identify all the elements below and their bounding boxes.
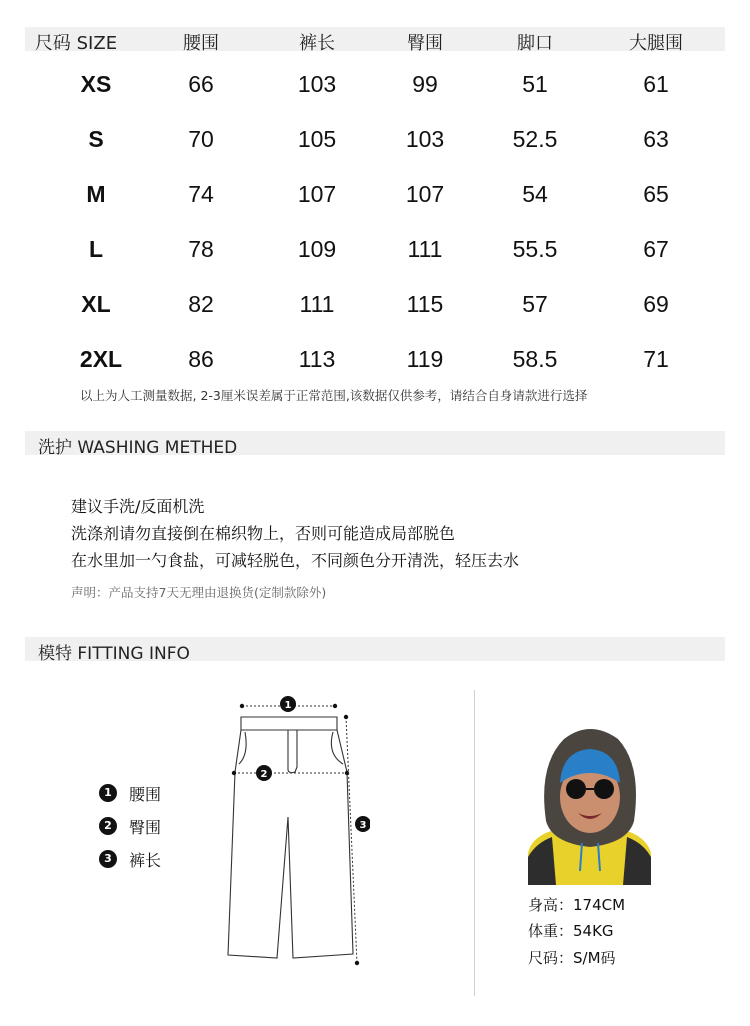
model-avatar bbox=[528, 725, 651, 885]
svg-text:3: 3 bbox=[359, 820, 367, 831]
hem-cell: 51 bbox=[522, 71, 548, 97]
washing-line: 洗涤剂请勿直接倒在棉织物上，否则可能造成局部脱色 bbox=[71, 524, 456, 543]
table-row bbox=[0, 236, 750, 276]
hip-cell: 103 bbox=[405, 126, 445, 152]
legend-number-badge: 2 bbox=[99, 817, 117, 835]
length-cell: 109 bbox=[297, 236, 337, 262]
size-cell: M bbox=[86, 181, 106, 207]
length-cell: 113 bbox=[298, 346, 336, 372]
thigh-cell: 63 bbox=[643, 126, 669, 152]
waist-cell: 66 bbox=[188, 71, 214, 97]
hem-cell: 57 bbox=[522, 291, 548, 317]
hem-cell: 54 bbox=[522, 181, 548, 207]
hem-cell: 52.5 bbox=[512, 126, 558, 152]
size-cell: XL bbox=[81, 291, 111, 317]
header-thigh: 大腿围 bbox=[629, 33, 683, 54]
length-cell: 105 bbox=[297, 126, 337, 152]
hip-cell: 107 bbox=[405, 181, 445, 207]
table-row bbox=[0, 71, 750, 111]
size-cell: 2XL bbox=[79, 346, 123, 372]
table-row bbox=[0, 181, 750, 221]
hem-cell: 58.5 bbox=[512, 346, 558, 372]
size-table-header bbox=[25, 27, 725, 54]
header-waist: 腰围 bbox=[183, 33, 219, 54]
hip-cell: 115 bbox=[406, 291, 444, 317]
size-cell: XS bbox=[80, 71, 112, 97]
waist-cell: 78 bbox=[188, 236, 214, 262]
thigh-cell: 67 bbox=[643, 236, 669, 262]
legend-label: 腰围 bbox=[129, 785, 162, 804]
waist-cell: 74 bbox=[188, 181, 214, 207]
measurement-note: 以上为人工测量数据, 2-3厘米误差属于正常范围,该数据仅供参考，请结合自身请款进行选择 bbox=[80, 388, 588, 403]
model-size: 尺码：S/M码 bbox=[528, 949, 616, 967]
table-row bbox=[0, 126, 750, 166]
pants-measurement-diagram bbox=[225, 692, 370, 977]
legend-label: 裤长 bbox=[129, 851, 162, 870]
model-weight: 体重：54KG bbox=[528, 922, 614, 940]
section-divider bbox=[474, 690, 475, 996]
size-cell: S bbox=[88, 126, 104, 152]
hip-cell: 99 bbox=[412, 71, 438, 97]
header-hip: 臀围 bbox=[407, 33, 443, 54]
size-cell: L bbox=[88, 236, 104, 262]
hip-cell: 111 bbox=[407, 236, 443, 262]
table-row bbox=[0, 291, 750, 331]
legend-number-badge: 1 bbox=[99, 784, 117, 802]
header-size: 尺码 SIZE bbox=[34, 33, 118, 54]
waist-cell: 82 bbox=[188, 291, 214, 317]
header-hem: 脚口 bbox=[517, 33, 553, 54]
waist-cell: 86 bbox=[188, 346, 214, 372]
svg-text:1: 1 bbox=[284, 700, 292, 711]
washing-header bbox=[25, 431, 725, 458]
thigh-cell: 61 bbox=[643, 71, 669, 97]
fitting-header bbox=[25, 637, 725, 664]
table-row bbox=[0, 346, 750, 386]
thigh-cell: 65 bbox=[643, 181, 669, 207]
return-disclaimer: 声明：产品支持7天无理由退换货(定制款除外) bbox=[71, 585, 327, 600]
header-length: 裤长 bbox=[299, 33, 335, 54]
washing-line: 在水里加一勺食盐，可减轻脱色，不同颜色分开清洗，轻压去水 bbox=[71, 551, 520, 570]
legend-number-badge: 3 bbox=[99, 850, 117, 868]
length-cell: 111 bbox=[299, 291, 335, 317]
waist-cell: 70 bbox=[188, 126, 214, 152]
svg-text:2: 2 bbox=[260, 769, 268, 780]
washing-title: 洗护 WASHING METHED bbox=[38, 438, 238, 458]
hem-cell: 55.5 bbox=[512, 236, 558, 262]
length-cell: 107 bbox=[297, 181, 337, 207]
model-height: 身高：174CM bbox=[528, 896, 626, 914]
fitting-title: 模特 FITTING INFO bbox=[38, 644, 190, 664]
length-cell: 103 bbox=[297, 71, 337, 97]
hip-cell: 119 bbox=[406, 346, 444, 372]
legend-label: 臀围 bbox=[129, 818, 162, 837]
thigh-cell: 71 bbox=[643, 346, 669, 372]
washing-line: 建议手洗/反面机洗 bbox=[71, 497, 205, 516]
thigh-cell: 69 bbox=[643, 291, 669, 317]
